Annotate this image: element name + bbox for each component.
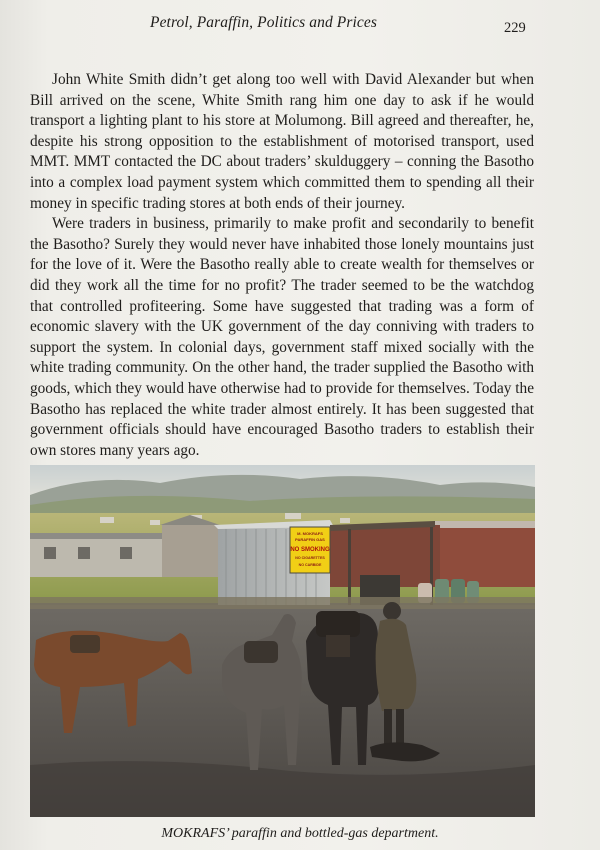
no-smoking-sign <box>290 527 330 573</box>
sign-line-2: PARAFFIN GAS <box>295 537 325 542</box>
running-title: Petrol, Paraffin, Politics and Prices <box>150 14 377 31</box>
figure-caption: MOKRAFS’ paraffin and bottled-gas department. <box>161 826 439 841</box>
sign-line-3: NO SMOKING <box>290 547 330 553</box>
paragraph-1: John White Smith didn’t get along too well with David Alexander but when Bill arrived on the scene, White Smith rang him one day to ask if he would transport a lighting plant to his store at Molumong. Bill agreed and thereafter, he, despite his strong opposition to the establishment of motorised transport, used MMT. MMT contacted the DC about traders’ skulduggery – conning the Basotho into a complex load payment system which committed them to spending all their money in specific trading stores at both ends of their journey. <box>30 71 534 212</box>
photo-scene <box>30 465 535 817</box>
paragraph-2: Were traders in business, primarily to make profit and secondarily to benefit the Basotho? Surely they would never have inhabited those lonely mountains just for the love of it. Were the Basotho really able to create wealth for themselves or did they work all the time for no profit? The trader seemed to be the watchdog that controlled profiteering. Some have suggested that trading was a form of economic slavery with the UK government of the day conniving with traders to support the system. In colonial days, government staff mixed socially with the white trading community. On the other hand, the trader supplied the Basotho with goods, which they would have otherwise had to provide for themselves. Today the Basotho has replaced the white trader almost entirely. It has been suggested that government officials should have encouraged Basotho traders to establish their own stores many years ago. <box>30 215 534 459</box>
photograph-trading-store <box>30 465 535 817</box>
page-number: 229 <box>504 20 526 36</box>
sign-line-5: NO CARBIDE <box>298 563 322 567</box>
sign-line-1: M. MOKRAFS <box>297 531 323 536</box>
sign-line-4: NO CIGARETTES <box>295 556 325 560</box>
body-text <box>30 70 534 461</box>
